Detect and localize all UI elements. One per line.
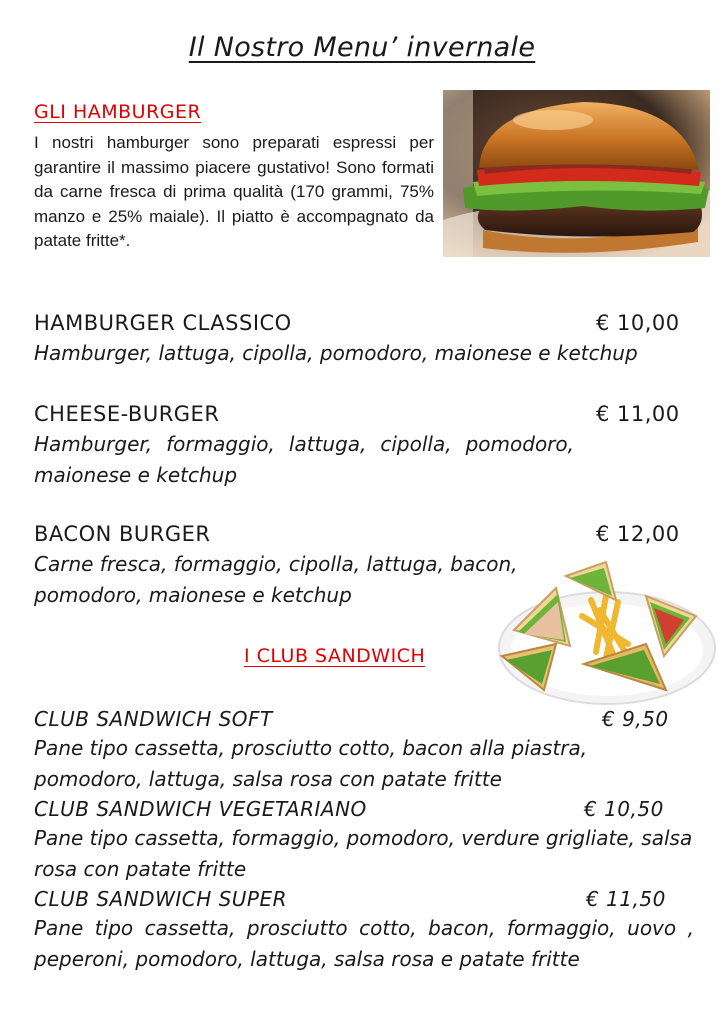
menu-item-price: € 9,50 [602, 707, 669, 731]
menu-item-price: € 12,00 [596, 522, 680, 546]
menu-item-description: Carne fresca, formaggio, cipolla, lattuga, bacon, pomodoro, maionese e ketchup [34, 552, 518, 607]
menu-item-price: € 10,50 [584, 797, 664, 821]
menu-item-name: CLUB SANDWICH SOFT [34, 707, 273, 731]
menu-item-price: € 11,00 [596, 402, 680, 426]
menu-item-description: Pane tipo cassetta, prosciutto cotto, bacon alla piastra, pomodoro, lattuga, salsa rosa con patate fritte [34, 736, 588, 791]
menu-item-name: BACON BURGER [34, 522, 211, 546]
page-title: Il Nostro Menu’ invernale [188, 32, 536, 63]
menu-item-name: CLUB SANDWICH VEGETARIANO [34, 797, 367, 821]
menu-item-description: Pane tipo cassetta, formaggio, pomodoro, verdure grigliate, salsa rosa con patate fritte [34, 826, 693, 881]
menu-item-description: Hamburger, formaggio, lattuga, cipolla, pomodoro, maionese e ketchup [34, 432, 574, 487]
burger-photo [443, 90, 710, 257]
menu-item-name: CLUB SANDWICH SUPER [34, 887, 288, 911]
club-sandwich-photo [496, 560, 718, 708]
menu-item-name: HAMBURGER CLASSICO [34, 311, 292, 335]
section-heading-club-sandwich: I CLUB SANDWICH [244, 645, 426, 667]
menu-item-description: Pane tipo cassetta, prosciutto cotto, bacon, formaggio, uovo , peperoni, pomodoro, lattuga, salsa rosa e patate fritte [34, 916, 694, 971]
menu-item-price: € 10,00 [596, 311, 680, 335]
menu-item-description: Hamburger, lattuga, cipolla, pomodoro, maionese e ketchup [34, 341, 638, 365]
menu-item-name: CHEESE-BURGER [34, 402, 220, 426]
menu-item-price: € 11,50 [586, 887, 666, 911]
hamburger-intro: I nostri hamburger sono preparati espressi per garantire il massimo piacere gustativo! Sono formati da carne fresca di prima qualità (170 grammi, 75% manzo e 25% maiale). Il piatto è accompagnato da patate fritte*. [34, 133, 434, 250]
section-heading-hamburger: GLI HAMBURGER [34, 101, 202, 123]
